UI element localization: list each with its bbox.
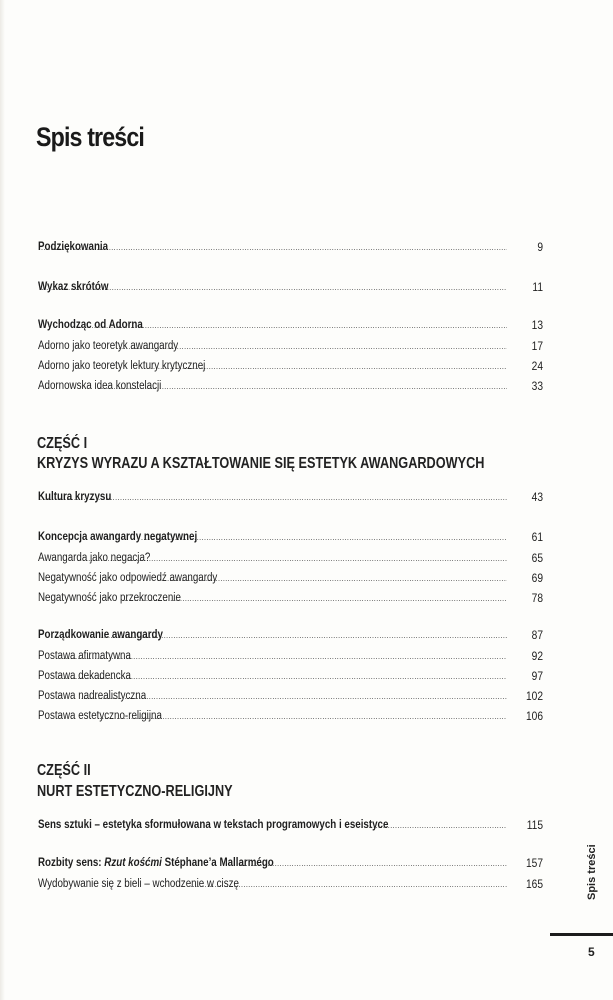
- part-label: CZĘŚĆ II: [37, 762, 91, 779]
- toc-entry[interactable]: [38, 627, 507, 643]
- toc-page-number: 78: [531, 591, 543, 605]
- toc-page-number: 61: [531, 530, 543, 544]
- toc-entry[interactable]: [38, 279, 507, 295]
- title-part: Stéphane’a Mallarmégo: [161, 857, 274, 869]
- toc-entry[interactable]: [38, 358, 507, 374]
- part-label: CZĘŚĆ I: [37, 435, 88, 452]
- toc-entry[interactable]: [38, 876, 507, 892]
- toc-entry-title: Adornowska idea konstelacji: [38, 380, 162, 392]
- toc-entry-title: Adorno jako teoretyk awangardy: [38, 340, 179, 352]
- toc-entry[interactable]: [38, 688, 507, 704]
- toc-entry[interactable]: [38, 489, 507, 505]
- toc-entry-title: [38, 855, 274, 871]
- toc-page-number: 87: [531, 628, 543, 642]
- toc-entry[interactable]: [38, 378, 507, 394]
- toc-entry-title: Adorno jako teoretyk lektury krytycznej: [38, 360, 206, 372]
- page-number: 5: [588, 945, 595, 959]
- toc-entry[interactable]: [38, 855, 507, 871]
- toc-page-number: 106: [525, 709, 543, 723]
- italic-title-part: Rzut kośćmi: [104, 857, 162, 869]
- toc-entry[interactable]: [38, 570, 507, 586]
- toc-page-number: 115: [526, 818, 543, 832]
- toc-entry-title: Wychodząc od Adorna: [38, 319, 143, 331]
- toc-page-number: 11: [532, 280, 543, 294]
- page-title: Spis treści: [36, 122, 144, 152]
- toc-page-number: 13: [531, 318, 543, 332]
- toc-page-number: 92: [531, 649, 543, 663]
- toc-entry-title: Negatywność jako odpowiedź awangardy: [38, 572, 218, 584]
- toc-page-number: 97: [531, 669, 543, 683]
- toc-entry[interactable]: [38, 708, 507, 724]
- toc-entry[interactable]: [38, 317, 507, 333]
- toc-entry[interactable]: [38, 590, 507, 606]
- part-title: KRYZYS WYRAZU A KSZTAŁTOWANIE SIĘ ESTETYK AWANGARDOWYCH: [37, 455, 485, 472]
- toc-entry-title: Awangarda jako negacja?: [38, 552, 151, 564]
- toc-page-number: 17: [531, 339, 543, 353]
- toc-entry-title: Postawa estetyczno-religijna: [38, 710, 162, 722]
- running-side-title: Spis treści: [586, 844, 598, 900]
- toc-entry-title: Sens sztuki – estetyka sformułowana w tekstach programowych i eseistyce: [38, 819, 389, 831]
- toc-entry-title: Negatywność jako przekroczenie: [38, 592, 181, 604]
- toc-entry-title: Postawa afirmatywna: [38, 650, 131, 662]
- toc-entry-title: Podziękowania: [38, 241, 109, 253]
- toc-page-number: 9: [537, 240, 543, 254]
- toc-entry[interactable]: [38, 338, 507, 354]
- part-title: NURT ESTETYCZNO-RELIGIJNY: [37, 783, 233, 800]
- toc-entry-title: Postawa nadrealistyczna: [38, 690, 147, 702]
- toc-page-number: 33: [531, 379, 543, 393]
- toc-entry-title: Porządkowanie awangardy: [38, 629, 163, 641]
- toc-page-number: 157: [525, 856, 543, 870]
- toc-page-number: 165: [525, 877, 543, 891]
- toc-entry[interactable]: [38, 550, 507, 566]
- toc-page-number: 102: [525, 689, 543, 703]
- toc-entry-title: Koncepcja awangardy negatywnej: [38, 531, 198, 543]
- toc-entry-title: Wydobywanie się z bieli – wchodzenie w ciszę: [38, 878, 239, 890]
- toc-entry-title: Kultura kryzysu: [38, 491, 112, 503]
- toc-entry-title: Wykaz skrótów: [38, 281, 109, 293]
- page-spine-shadow: [0, 0, 5, 1000]
- leader-dots: [38, 241, 507, 255]
- toc-entry[interactable]: [38, 817, 507, 833]
- toc-page-number: 24: [531, 359, 543, 373]
- toc-entry-title: Postawa dekadencka: [38, 670, 131, 682]
- title-part: Rozbity sens:: [38, 857, 105, 869]
- toc-page-number: 43: [531, 490, 543, 504]
- toc-page-number: 69: [531, 571, 543, 585]
- toc-page-number: 65: [531, 551, 543, 565]
- toc-entry[interactable]: [38, 648, 507, 664]
- toc-entry[interactable]: [38, 668, 507, 684]
- toc-entry[interactable]: [38, 529, 507, 545]
- toc-entry[interactable]: [38, 239, 507, 255]
- footer-rule: [550, 933, 613, 936]
